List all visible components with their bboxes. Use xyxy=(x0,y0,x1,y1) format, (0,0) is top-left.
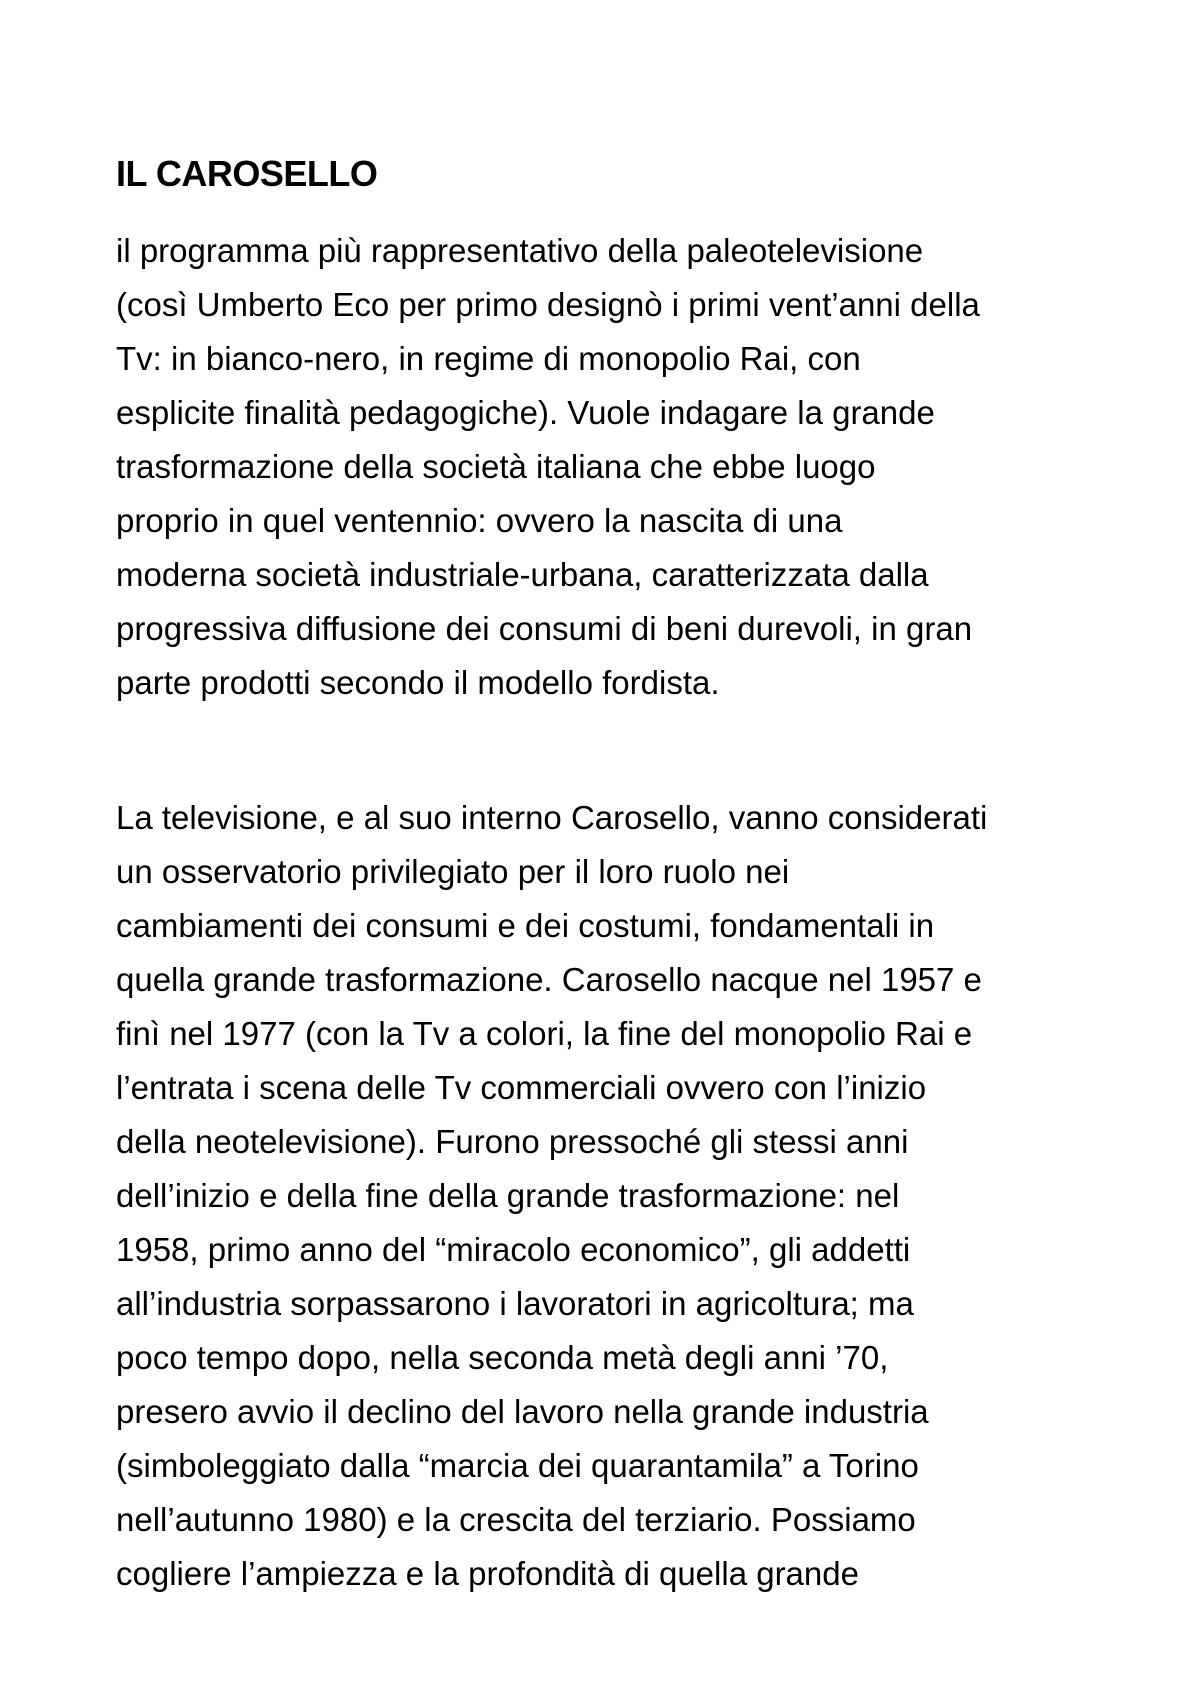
text-line: (così Umberto Eco per primo designò i primi vent’anni della xyxy=(116,286,980,323)
text-line: presero avvio il declino del lavoro nella grande industria xyxy=(116,1393,929,1430)
paragraph-1 xyxy=(116,224,980,710)
text-line: all’industria sorpassarono i lavoratori in agricoltura; ma xyxy=(116,1285,914,1322)
document-title: IL CAROSELLO xyxy=(116,153,378,194)
text-line: 1958, primo anno del “miracolo economico”, gli addetti xyxy=(116,1231,911,1268)
text-line: progressiva diffusione dei consumi di beni durevoli, in gran xyxy=(116,610,973,647)
text-line: trasformazione della società italiana che ebbe luogo xyxy=(116,448,876,485)
text-line: finì nel 1977 (con la Tv a colori, la fine del monopolio Rai e xyxy=(116,1015,973,1052)
text-line: cogliere l’ampiezza e la profondità di quella grande xyxy=(116,1555,859,1592)
text-line: moderna società industriale-urbana, caratterizzata dalla xyxy=(116,556,929,593)
text-line: quella grande trasformazione. Carosello nacque nel 1957 e xyxy=(116,961,982,998)
text-line: Tv: in bianco-nero, in regime di monopolio Rai, con xyxy=(116,340,861,377)
text-line: proprio in quel ventennio: ovvero la nascita di una xyxy=(116,502,843,539)
text-line: esplicite finalità pedagogiche). Vuole indagare la grande xyxy=(116,394,935,431)
text-line: l’entrata i scena delle Tv commerciali ovvero con l’inizio xyxy=(116,1069,927,1106)
text-line: poco tempo dopo, nella seconda metà degli anni ’70, xyxy=(116,1339,889,1376)
text-line: un osservatorio privilegiato per il loro ruolo nei xyxy=(116,853,790,890)
text-line: il programma più rappresentativo della paleotelevisione xyxy=(116,232,924,269)
text-line: (simboleggiato dalla “marcia dei quarantamila” a Torino xyxy=(116,1447,919,1484)
text-line: della neotelevisione). Furono pressoché gli stessi anni xyxy=(116,1123,909,1160)
text-line: dell’inizio e della fine della grande trasformazione: nel xyxy=(116,1177,900,1214)
paragraph-2 xyxy=(116,791,987,1601)
text-line: cambiamenti dei consumi e dei costumi, fondamentali in xyxy=(116,907,935,944)
text-line: La televisione, e al suo interno Carosello, vanno considerati xyxy=(116,799,988,836)
text-line: nell’autunno 1980) e la crescita del terziario. Possiamo xyxy=(116,1501,916,1538)
text-line: parte prodotti secondo il modello fordista. xyxy=(116,664,720,701)
